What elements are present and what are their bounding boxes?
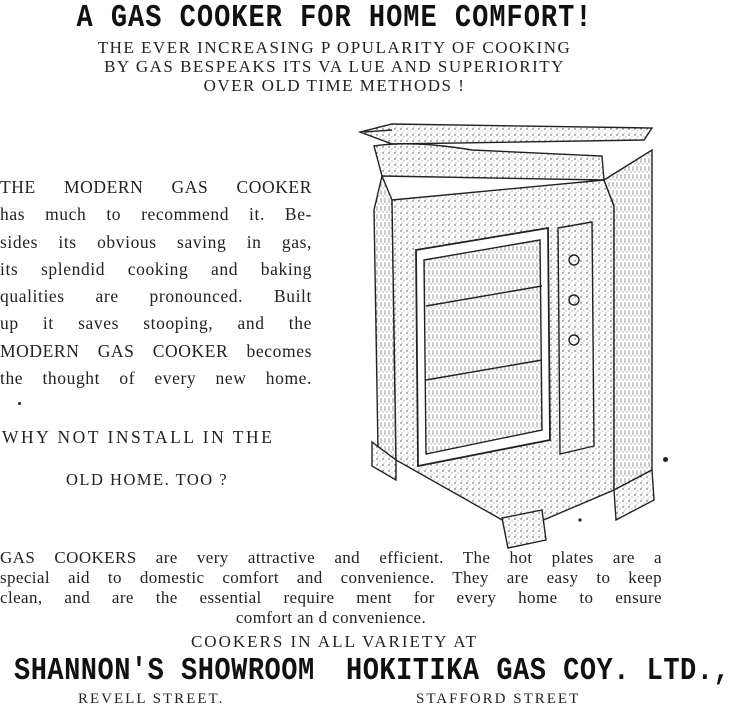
question-line: OLD HOME. TOO ? <box>66 470 229 489</box>
print-speck <box>663 457 668 462</box>
bottom-line: special aid to domestic comfort and convenience. They are easy to keep <box>0 568 662 587</box>
retailer-name-shannons: SHANNON'S SHOWROOM <box>14 655 315 690</box>
body-paragraph <box>0 174 312 392</box>
retailer-street-hokitika-gas: STAFFORD STREET <box>416 691 581 707</box>
bottom-line: comfort an d convenience. <box>235 608 427 627</box>
retailer-street-shannons: REVELL STREET. <box>78 691 225 707</box>
body-line: up it saves stooping, and the <box>0 313 312 334</box>
body-line: the thought of every new home. <box>0 368 312 389</box>
body-line: THE MODERN GAS COOKER <box>0 177 312 197</box>
body-line: has much to recommend it. Be- <box>0 204 312 225</box>
gas-cooker-illustration <box>352 110 662 550</box>
subheading-line: BY GAS BESPEAKS ITS VA LUE AND SUPERIORITY <box>104 57 565 76</box>
body-line: MODERN GAS COOKER becomes <box>0 340 312 361</box>
retailer-name-hokitika-gas: HOKITIKA GAS COY. LTD., <box>346 655 730 690</box>
body-line: its splendid cooking and baking <box>0 258 312 279</box>
question-line: WHY NOT INSTALL IN THE <box>2 427 275 447</box>
bottom-line: clean, and are the essential require ment for every home to ensure <box>0 588 662 607</box>
print-speck <box>18 402 21 405</box>
body-line: sides its obvious saving in gas, <box>0 231 312 252</box>
subheading <box>0 38 669 95</box>
subheading-line: OVER OLD TIME METHODS ! <box>203 76 466 95</box>
subheading-line: THE EVER INCREASING P OPULARITY OF COOKING <box>97 38 572 57</box>
bottom-line: GAS COOKERS are very attractive and efficient. The hot plates are a <box>0 548 662 567</box>
availability-line: COOKERS IN ALL VARIETY AT <box>190 632 479 651</box>
headline: A GAS COOKER FOR HOME COMFORT! <box>76 2 593 37</box>
bottom-paragraph <box>0 548 662 628</box>
body-line: qualities are pronounced. Built <box>0 286 312 307</box>
